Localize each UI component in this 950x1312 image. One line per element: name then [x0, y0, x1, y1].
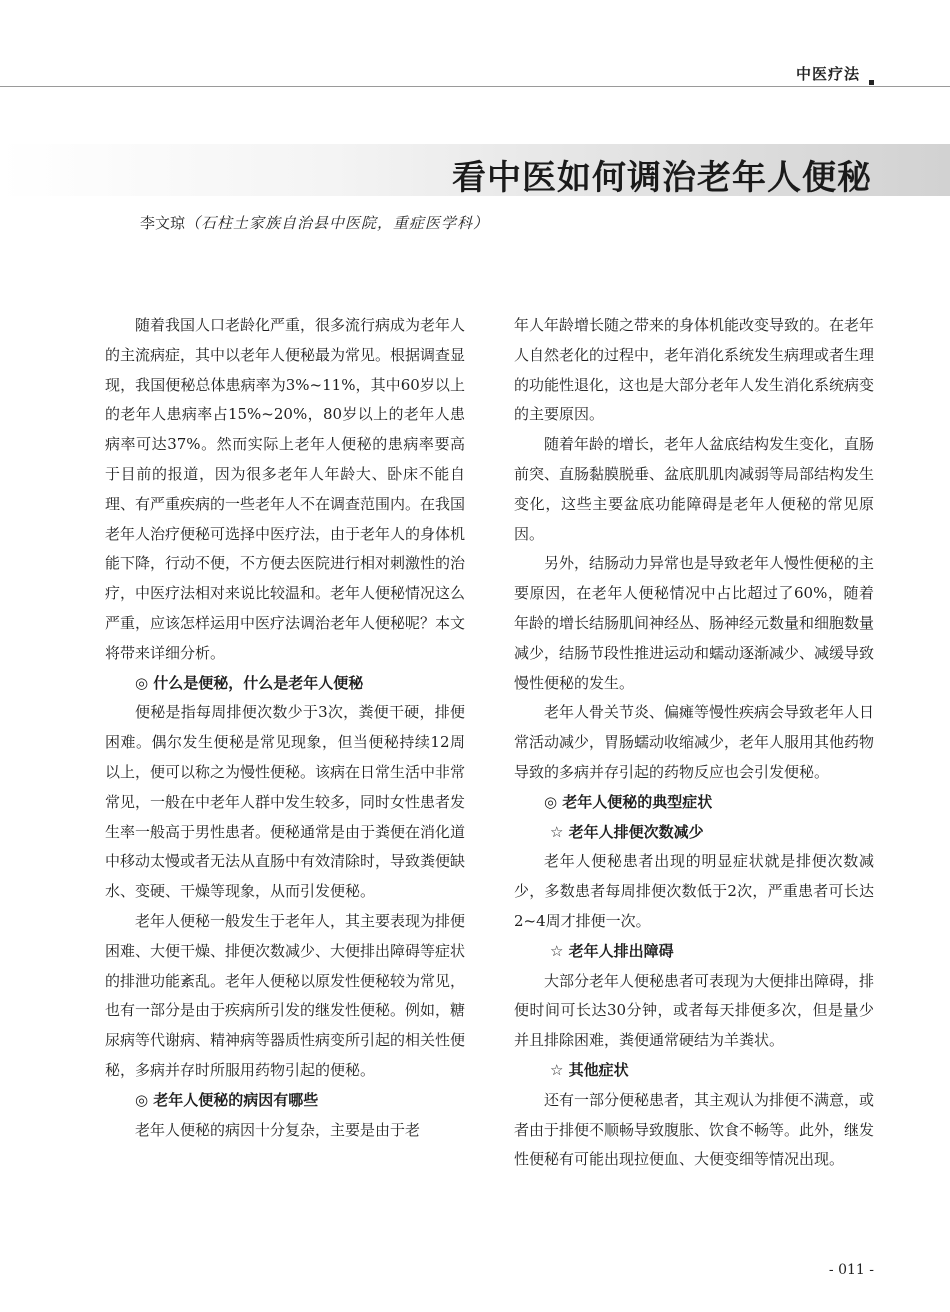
body-paragraph: 另外，结肠动力异常也是导致老年人慢性便秘的主要原因，在老年人便秘情况中占比超过了60%，随着年龄的增长结肠肌间神经丛、肠神经元数量和细胞数量减少，结肠节段性推进运动和蠕动逐渐减少、减缓导致慢性便秘的发生。: [514, 554, 875, 692]
section-heading: ◎ 老年人便秘的病因有哪些: [135, 1090, 319, 1109]
body-paragraph: 便秘是指每周排便次数少于3次，粪便干硬，排便困难。偶尔发生便秘是常见现象，但当便秘持续12周以上，便可以称之为慢性便秘。该病在日常生活中非常常见，一般在中老年人群中发生较多，同时女性患者发生率一般高于男性患者。便秘通常是由于粪便在消化道中移动太慢或者无法从直肠中有效清除时，导致粪便缺水、变硬、干燥等现象，从而引发便秘。: [105, 703, 466, 901]
body-paragraph: 大部分老年人便秘患者可表现为大便排出障碍，排便时间可长达30分钟，或者每天排便多次，但是量少并且排除困难，粪便通常硬结为羊粪状。: [514, 971, 875, 1050]
section-heading: ◎ 老年人便秘的典型症状: [544, 792, 713, 811]
author-name: 李文琼: [140, 214, 186, 232]
intro-paragraph: 随着我国人口老龄化严重，很多流行病成为老年人的主流病症，其中以老年人便秘最为常见。根据调查显现，我国便秘总体患病率为3%~11%，其中60岁以上的老年人患病率占15%~20%，80岁以上的老年人患病率可达37%。然而实际上老年人便秘的患病率要高于目前的报道，因为很多老年人年龄大、卧床不能自理、有严重疾病的一些老年人不在调查范围内。在我国老年人治疗便秘可选择中医疗法，由于老年人的身体机能下降，行动不便，不方便去医院进行相对刺激性的治疗，中医疗法相对来说比较温和。老年人便秘情况这么严重，应该怎样运用中医疗法调治老年人便秘呢？本文将带来详细分析。: [105, 316, 466, 662]
author-affiliation: （石柱土家族自治县中医院，重症医学科）: [185, 214, 490, 232]
body-paragraph: 老年人便秘一般发生于老年人，其主要表现为排便困难、大便干燥、排便次数减少、大便排出障碍等症状的排泄功能紊乱。老年人便秘以原发性便秘较为常见，也有一部分是由于疾病所引发的继发性便秘。例如，糖尿病等代谢病、精神病等器质性病变所引起的相关性便秘，多病并存时所服用药物引起的便秘。: [105, 911, 466, 1079]
right-column: [514, 311, 874, 1175]
body-paragraph: 还有一部分便秘患者，其主观认为排便不满意，或者由于排便不顺畅导致腹胀、饮食不畅等。此外，继发性便秘有可能出现拉便血、大便变细等情况出现。: [514, 1090, 875, 1169]
body-paragraph: 老年人便秘的病因十分复杂，主要是由于老: [135, 1120, 421, 1139]
subsection-heading: ☆ 其他症状: [550, 1060, 629, 1079]
body-paragraph: 随着年龄的增长，老年人盆底结构发生变化，直肠前突、直肠黏膜脱垂、盆底肌肌肉减弱等局部结构发生变化，这些主要盆底功能障碍是老年人便秘的常见原因。: [514, 435, 875, 543]
subsection-heading: ☆ 老年人排便次数减少: [550, 822, 704, 841]
section-heading: ◎ 什么是便秘，什么是老年人便秘: [135, 673, 364, 692]
left-column: [105, 311, 465, 1145]
article-title: 看中医如何调治老年人便秘: [452, 158, 872, 198]
section-label: 中医疗法: [795, 65, 860, 83]
section-marker-icon: [869, 80, 874, 85]
subsection-heading: ☆ 老年人排出障碍: [550, 941, 674, 960]
byline: [140, 212, 489, 233]
body-paragraph-continued: 年人年龄增长随之带来的身体机能改变导致的。在老年人自然老化的过程中，老年消化系统发生病理或者生理的功能性退化，这也是大部分老年人发生消化系统病变的主要原因。: [514, 316, 875, 424]
body-paragraph: 老年人便秘患者出现的明显症状就是排便次数减少，多数患者每周排便次数低于2次，严重患者可长达2~4周才排便一次。: [514, 852, 874, 930]
body-paragraph: 老年人骨关节炎、偏瘫等慢性疾病会导致老年人日常活动减少，胃肠蠕动收缩减少，老年人服用其他药物导致的多病并存引起的药物反应也会引发便秘。: [514, 703, 875, 781]
page-number: - 011 -: [828, 1262, 874, 1278]
header-rule: [0, 86, 950, 87]
